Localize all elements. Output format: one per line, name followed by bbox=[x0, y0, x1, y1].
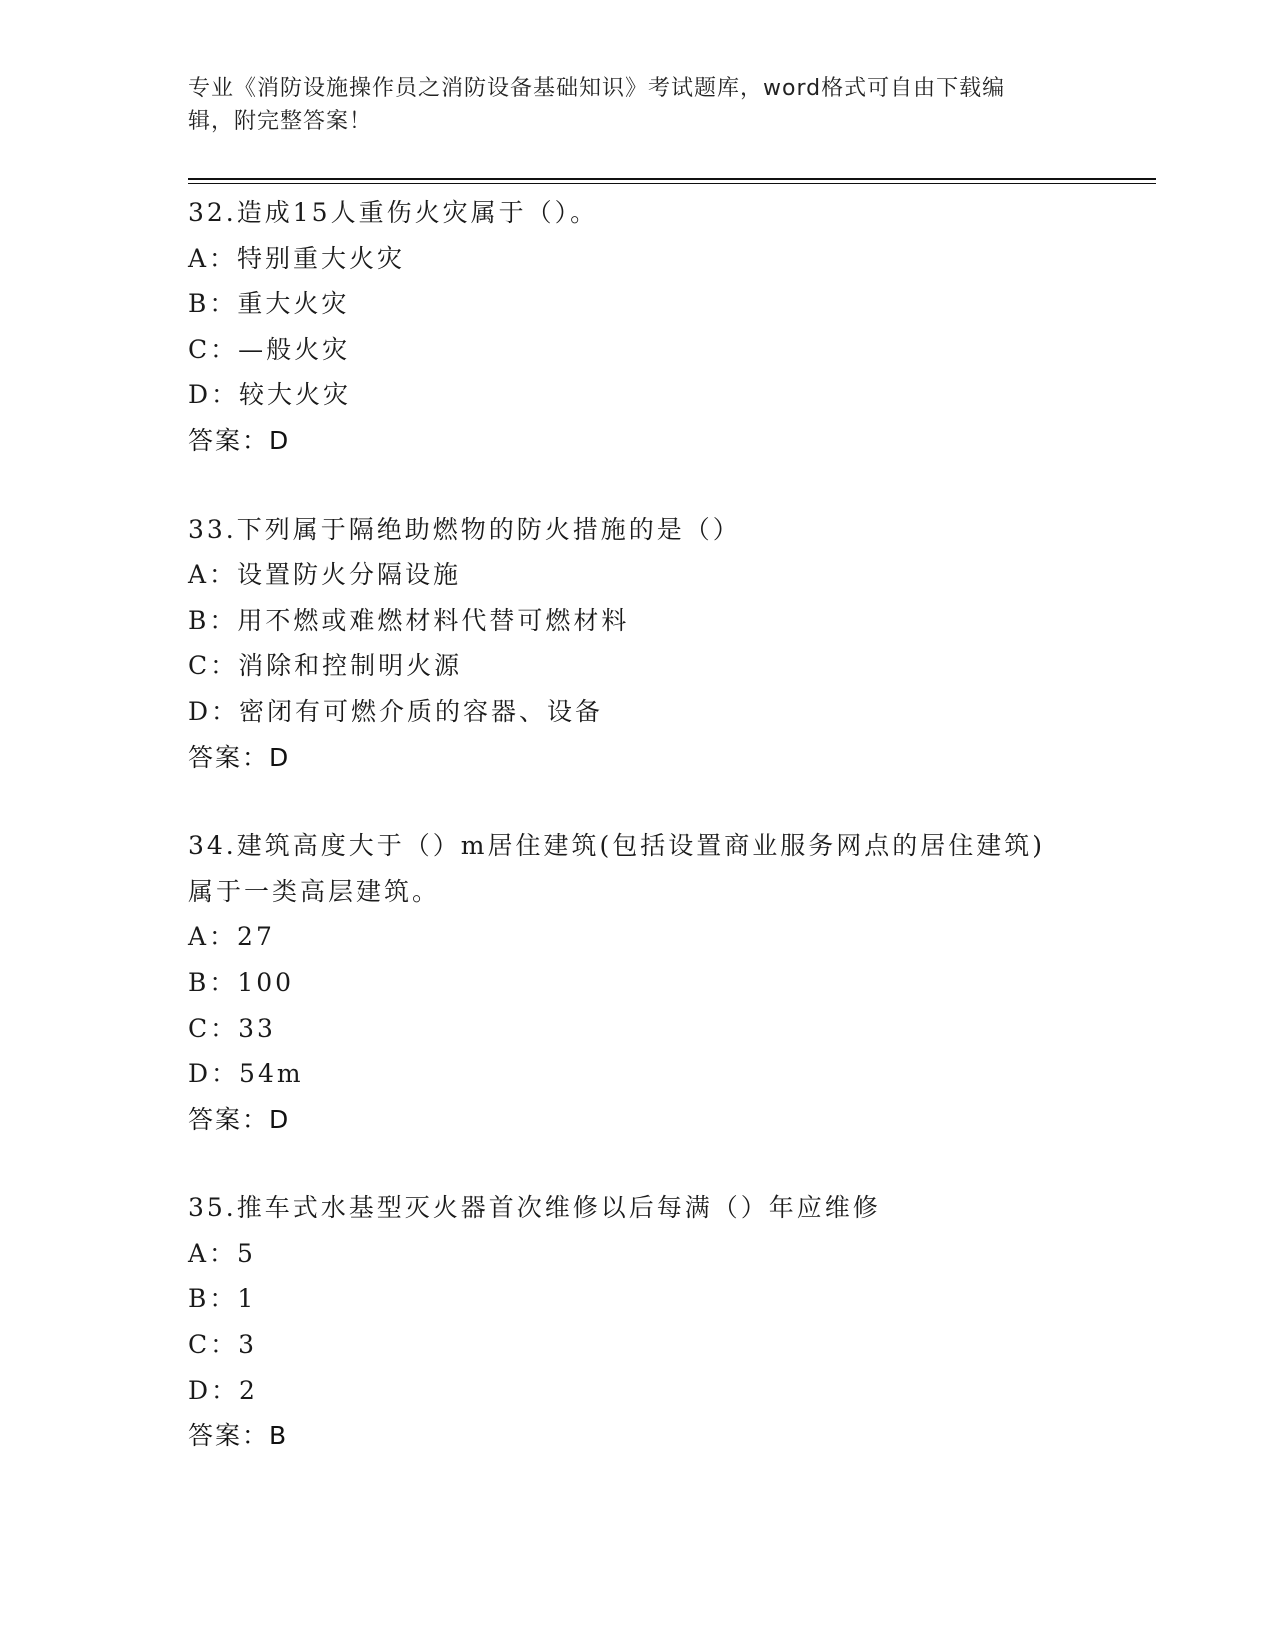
option-b: B：1 bbox=[188, 1284, 257, 1314]
option-c: C：3 bbox=[188, 1330, 258, 1360]
answer-label: 答案：D bbox=[188, 1104, 291, 1134]
option-b: B：用不燃或难燃材料代替可燃材料 bbox=[188, 605, 630, 635]
option-c: C：33 bbox=[188, 1013, 276, 1043]
question-stem-continued: 属于一类高层建筑。 bbox=[188, 876, 441, 906]
question-stem: 33.下列属于隔绝助燃物的防火措施的是（） bbox=[188, 514, 741, 544]
answer-label: 答案：D bbox=[188, 425, 291, 455]
option-d: D：2 bbox=[188, 1375, 258, 1405]
option-d: D：密闭有可燃介质的容器、设备 bbox=[188, 696, 604, 726]
question-33 bbox=[188, 507, 1088, 781]
question-stem: 32.造成15人重伤火灾属于（）。 bbox=[188, 198, 599, 227]
answer-label: 答案：D bbox=[188, 742, 291, 772]
option-a: A：5 bbox=[188, 1238, 256, 1268]
option-b: B：100 bbox=[188, 967, 295, 997]
option-a: A：特别重大火灾 bbox=[188, 243, 406, 273]
option-a: A：设置防火分隔设施 bbox=[188, 560, 462, 590]
question-stem: 35.推车式水基型灭火器首次维修以后每满（）年应维修 bbox=[188, 1193, 881, 1223]
question-34 bbox=[188, 823, 1088, 1142]
answer-label: 答案：B bbox=[188, 1421, 289, 1451]
header-divider-thin bbox=[188, 183, 1156, 184]
option-b: B：重大火灾 bbox=[188, 289, 350, 319]
header-line-2: 辑，附完整答案！ bbox=[188, 109, 373, 134]
header-line-1: 专业《消防设施操作员之消防设备基础知识》考试题库，word格式可自由下载编 bbox=[188, 76, 1006, 101]
option-a: A：27 bbox=[188, 922, 275, 952]
option-c: C：消除和控制明火源 bbox=[188, 651, 463, 681]
document-header bbox=[188, 72, 1068, 138]
question-stem: 34.建筑高度大于（）m居住建筑(包括设置商业服务网点的居住建筑) bbox=[188, 831, 1045, 861]
question-32 bbox=[188, 190, 1088, 464]
option-c: C：—般火灾 bbox=[188, 334, 351, 364]
option-d: D：54m bbox=[188, 1059, 304, 1089]
question-35 bbox=[188, 1185, 1088, 1459]
option-d: D：较大火灾 bbox=[188, 380, 352, 410]
header-divider-thick bbox=[188, 178, 1156, 180]
question-list bbox=[188, 190, 1088, 1502]
